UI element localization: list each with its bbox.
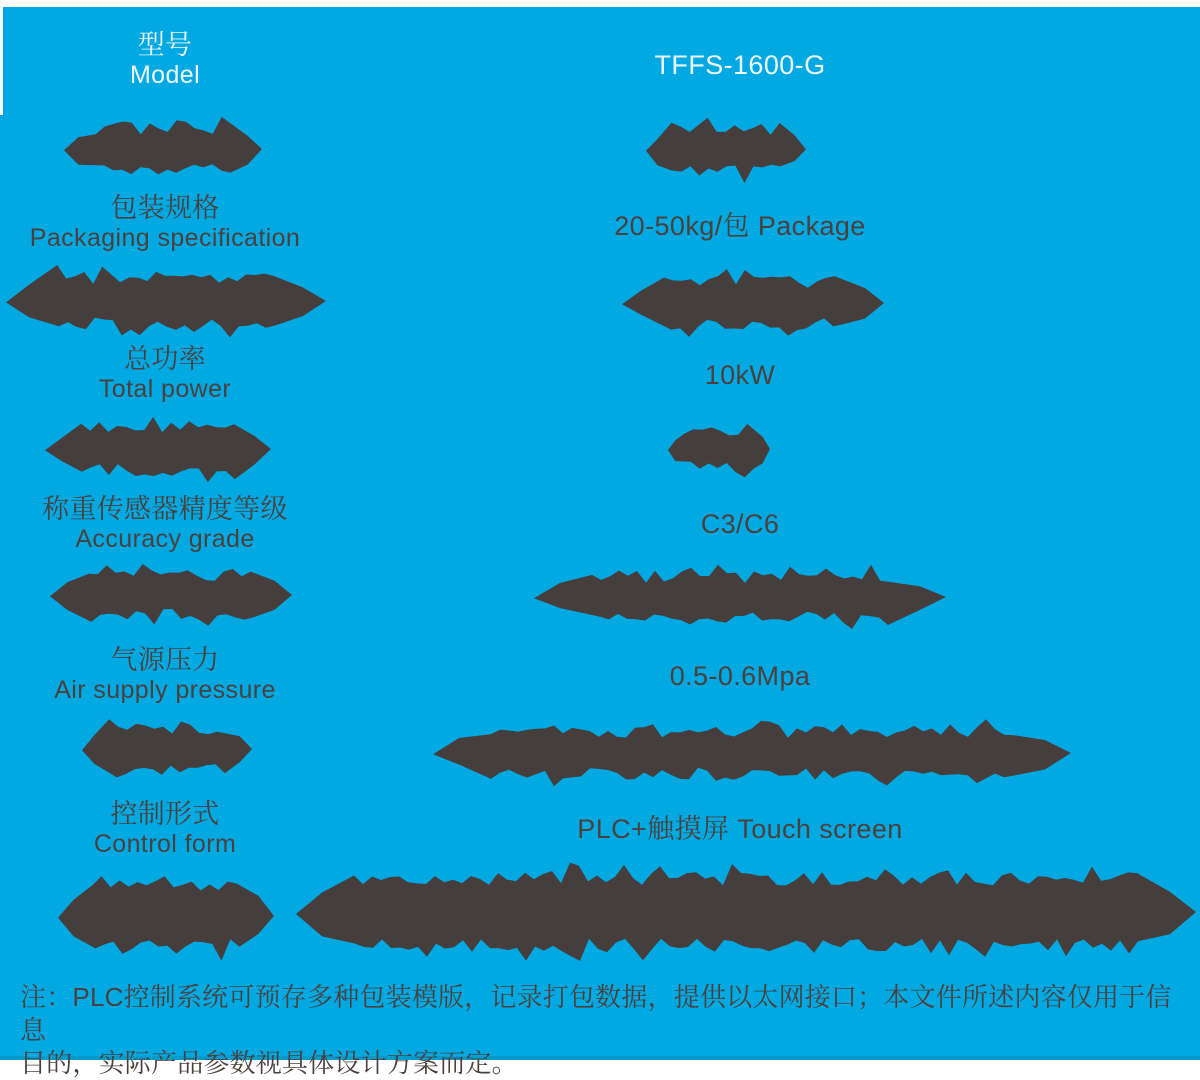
spec-label-zh-accuracy-grade: 称重传感器精度等级 bbox=[42, 494, 288, 524]
redacted-label-1-blob bbox=[64, 117, 262, 181]
redacted-value-5-blob bbox=[668, 422, 770, 476]
footnote-line-1: 注：PLC控制系统可预存多种包装模版，记录打包数据，提供以太网接口；本文件所述内容仅用于信息 bbox=[20, 982, 1172, 1045]
redacted-label-3-blob bbox=[6, 266, 326, 336]
spec-value-total-power: 10kW bbox=[704, 360, 776, 390]
spec-value-model: TFFS-1600-G bbox=[654, 50, 826, 80]
spec-value-control-form: PLC+触摸屏 Touch screen bbox=[577, 814, 903, 844]
spec-value-packaging-specification: 20-50kg/包 Package bbox=[614, 211, 866, 241]
spec-value-accuracy-grade: C3/C6 bbox=[700, 509, 780, 539]
redacted-label-9-blob bbox=[82, 717, 252, 781]
spec-label-zh-air-supply-pressure: 气源压力 bbox=[110, 645, 220, 675]
footnote-line-2: 目的，实际产品参数视具体设计方案而定。 bbox=[20, 1048, 518, 1078]
top-white-border bbox=[0, 0, 1200, 7]
spec-label-en-control-form: Control form bbox=[93, 830, 237, 858]
spec-label-zh-control-form: 控制形式 bbox=[110, 799, 220, 829]
spec-label-air-supply-pressure bbox=[0, 645, 330, 704]
footnote bbox=[20, 981, 1192, 1080]
redacted-label-7-blob bbox=[50, 564, 292, 626]
redacted-value-9-blob bbox=[433, 721, 1071, 785]
spec-label-model bbox=[0, 30, 330, 89]
redacted-value-3-blob bbox=[622, 271, 884, 335]
spec-label-zh-model: 型号 bbox=[137, 30, 193, 60]
redacted-label-11-blob bbox=[58, 871, 274, 961]
spec-label-zh-total-power: 总功率 bbox=[124, 344, 206, 374]
spec-label-total-power bbox=[0, 344, 330, 403]
spec-label-accuracy-grade bbox=[0, 494, 330, 553]
redacted-label-5-blob bbox=[45, 417, 271, 481]
redacted-value-11-blob bbox=[296, 862, 1196, 962]
spec-label-en-total-power: Total power bbox=[98, 375, 232, 403]
spec-label-en-model: Model bbox=[129, 61, 201, 89]
spec-label-en-packaging-specification: Packaging specification bbox=[29, 224, 301, 252]
redacted-value-1-blob bbox=[646, 118, 806, 181]
spec-label-en-accuracy-grade: Accuracy grade bbox=[75, 525, 255, 553]
spec-label-control-form bbox=[0, 799, 330, 858]
spec-label-en-air-supply-pressure: Air supply pressure bbox=[54, 676, 276, 704]
spec-label-zh-packaging-specification: 包装规格 bbox=[110, 193, 220, 223]
spec-value-air-supply-pressure: 0.5-0.6Mpa bbox=[669, 661, 811, 691]
redacted-value-7-blob bbox=[534, 567, 946, 627]
spec-label-packaging-specification bbox=[0, 193, 330, 252]
